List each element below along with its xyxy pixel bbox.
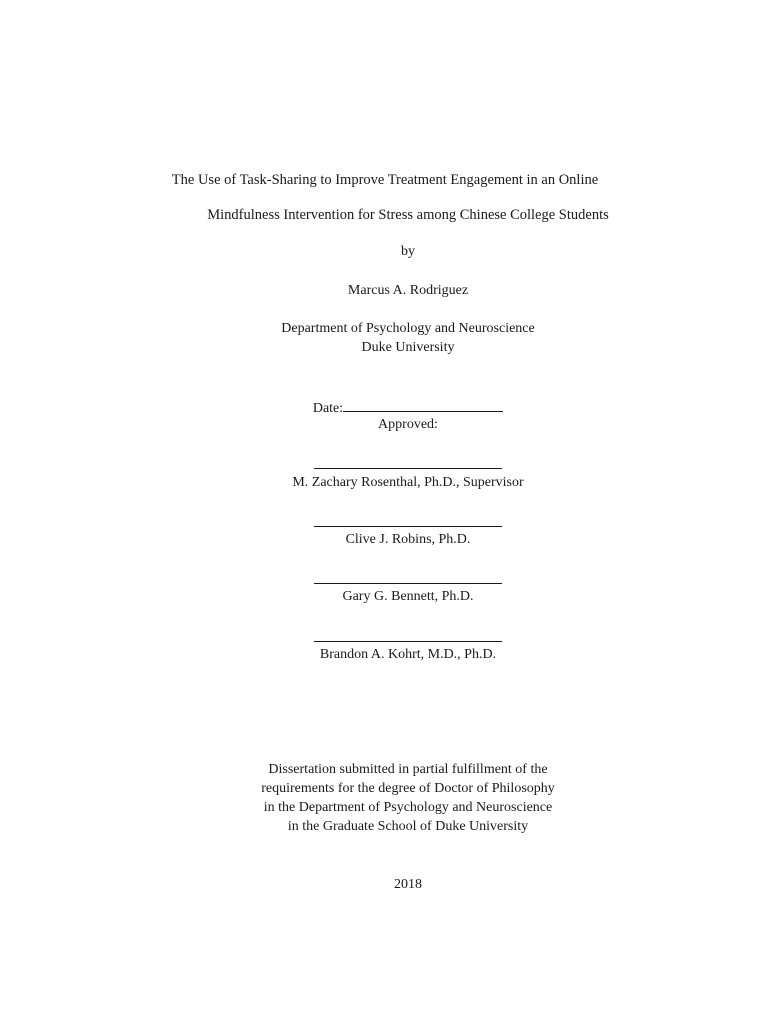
- signature-line: [314, 583, 502, 584]
- committee-member: M. Zachary Rosenthal, Ph.D., Supervisor: [292, 475, 524, 490]
- statement-line: in the Graduate School of Duke University: [287, 819, 529, 834]
- dissertation-title-line-1: The Use of Task-Sharing to Improve Treatment Engagement in an Online: [171, 172, 599, 188]
- signature-line: [314, 468, 502, 469]
- statement-line: requirements for the degree of Doctor of Philosophy: [261, 781, 555, 796]
- date-blank: [343, 397, 503, 412]
- statement-line: in the Department of Psychology and Neuroscience: [263, 800, 553, 815]
- date-line: [23, 397, 770, 418]
- date-label: Date:: [312, 401, 344, 416]
- dissertation-title-line-2: Mindfulness Intervention for Stress among Chinese College Students: [207, 207, 609, 223]
- signature-line: [314, 641, 502, 642]
- author-name: Marcus A. Rodriguez: [347, 283, 469, 298]
- approved-label: Approved:: [378, 417, 438, 432]
- statement-line: Dissertation submitted in partial fulfillment of the: [268, 762, 548, 777]
- department-name: Department of Psychology and Neuroscience: [281, 321, 535, 336]
- signature-line: [314, 526, 502, 527]
- committee-member: Brandon A. Kohrt, M.D., Ph.D.: [319, 647, 497, 662]
- university-name: Duke University: [361, 340, 455, 355]
- by-line: by: [401, 244, 415, 259]
- committee-member: Gary G. Bennett, Ph.D.: [342, 589, 474, 604]
- year: 2018: [394, 877, 422, 892]
- committee-member: Clive J. Robins, Ph.D.: [345, 532, 471, 547]
